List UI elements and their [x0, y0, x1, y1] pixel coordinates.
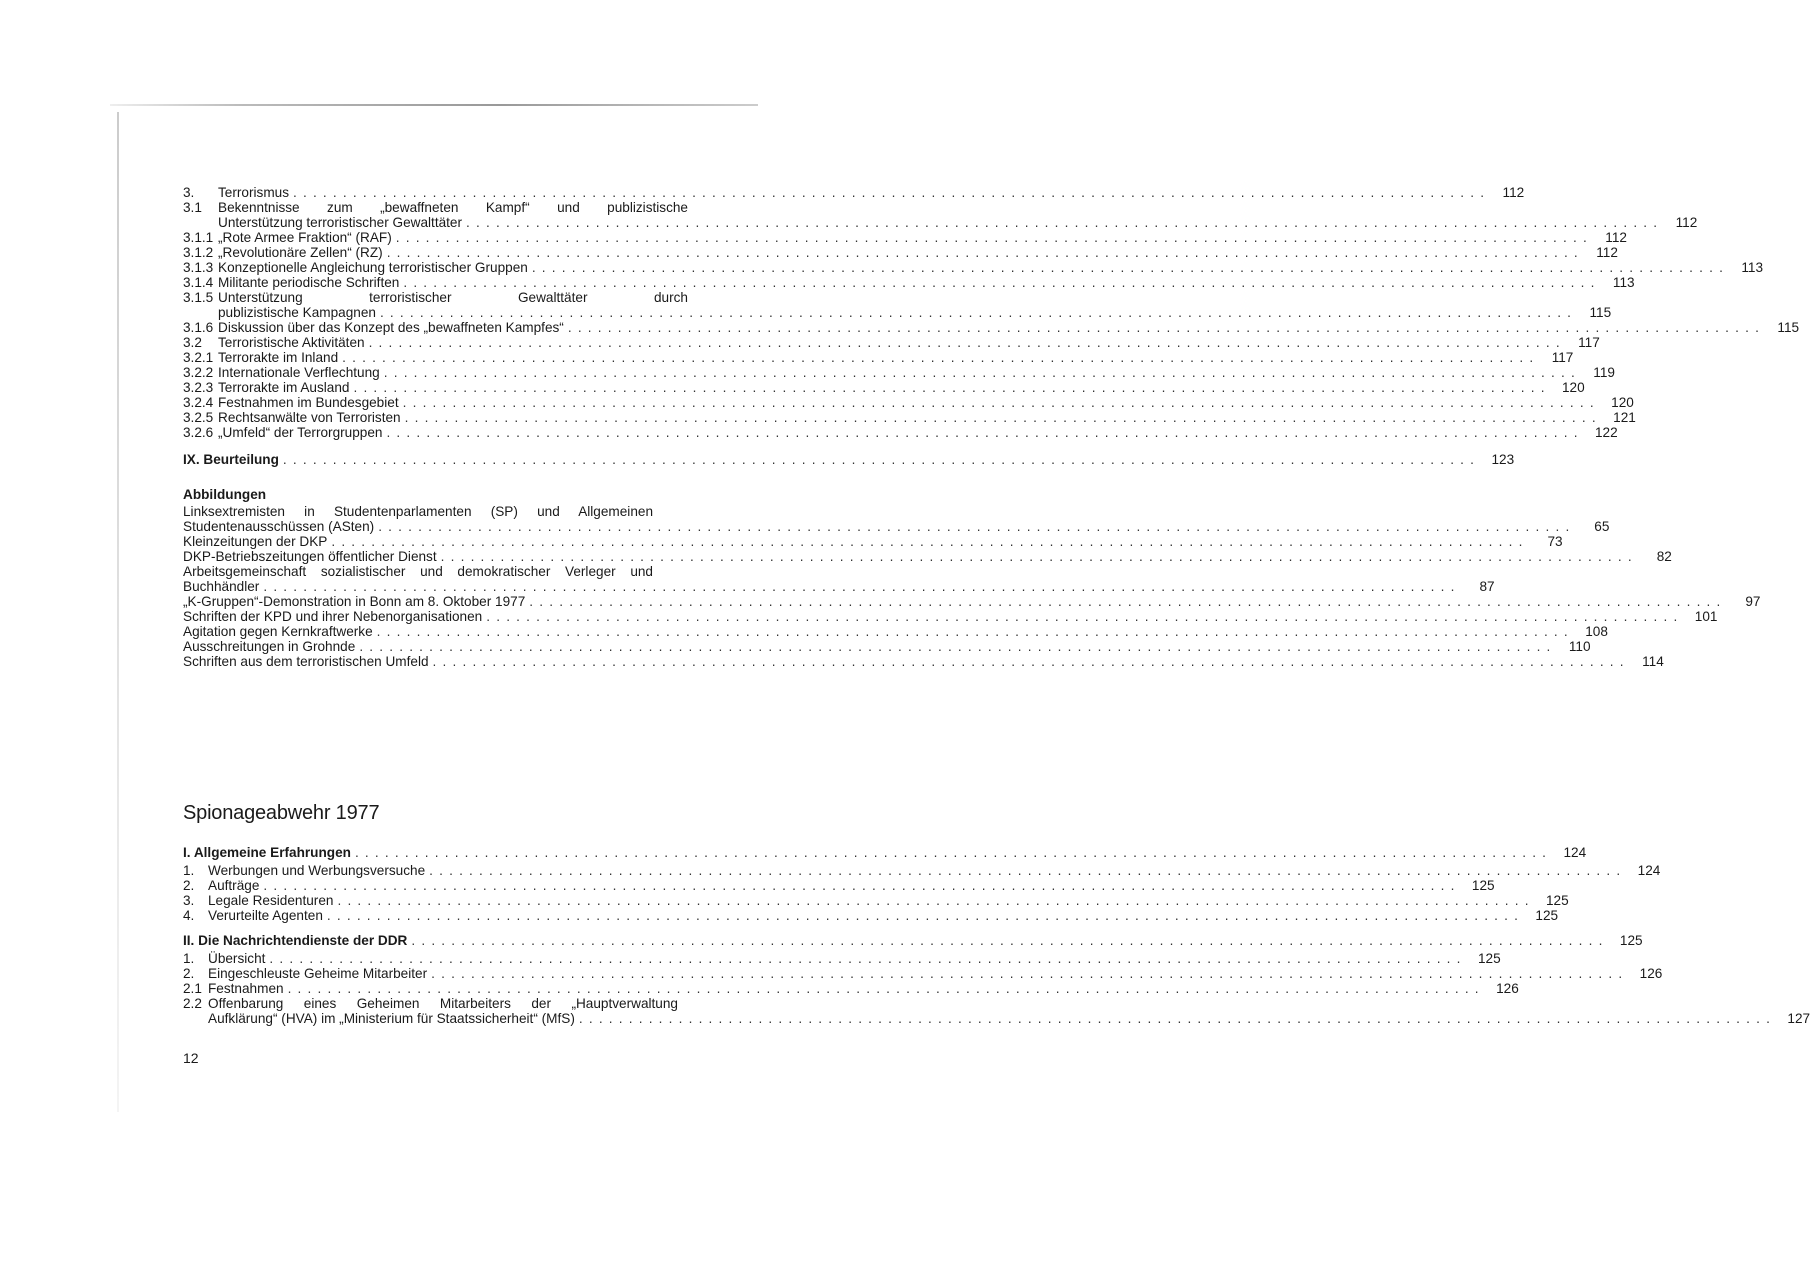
- entry-number: 3.1.4: [183, 275, 214, 290]
- entry-number: 3.2: [183, 335, 202, 350]
- entry-title: Terroristische Aktivitäten: [218, 335, 365, 350]
- toc-entry-line: [183, 185, 1525, 200]
- toc-entry-line: [183, 380, 1585, 395]
- dot-leader: ........................................................................................................................: [354, 845, 1553, 860]
- dot-leader: ........................................................................................................................: [269, 951, 1467, 966]
- toc-entry-line: [183, 878, 1495, 893]
- entry-title: Arbeitsgemeinschaft sozialistischer und demokratischer Verleger und: [183, 564, 653, 579]
- entry-page: 121: [1613, 410, 1636, 425]
- scan-edge-left: [117, 112, 119, 1112]
- dot-leader: ........................................................................................................................: [337, 893, 1535, 908]
- dot-leader: ........................................................................................................................: [486, 609, 1684, 624]
- dot-leader: ........................................................................................................................: [368, 335, 1566, 350]
- dot-leader: ........................................................................................................................: [386, 425, 1584, 440]
- entry-title: Festnahmen im Bundesgebiet: [218, 395, 399, 410]
- entry-page: 124: [1637, 863, 1661, 878]
- dot-leader: ........................................................................................................................: [404, 410, 1602, 425]
- entry-title: Diskussion über das Konzept des „bewaffneten Kampfes“: [218, 320, 564, 335]
- toc-terrorismus: [183, 185, 1800, 440]
- toc-entry-line: [183, 504, 693, 519]
- toc-entry-line: [183, 624, 1608, 639]
- entry-page: 119: [1593, 365, 1615, 380]
- entry-title: Linksextremisten in Studentenparlamenten (SP) und Allgemeinen: [183, 504, 653, 519]
- entry-number: 3.2.3: [183, 380, 214, 395]
- dot-leader: ........................................................................................................................: [529, 594, 1727, 609]
- entry-number: 3.1.1: [183, 230, 214, 245]
- entry-page: 125: [1619, 933, 1643, 948]
- entry-title: Festnahmen: [208, 981, 284, 996]
- entry-number: 3.1.5: [183, 290, 214, 305]
- dot-leader: ........................................................................................................................: [359, 639, 1557, 654]
- entry-page: 112: [1596, 245, 1618, 260]
- entry-page: 113: [1741, 260, 1764, 275]
- entry-page: 73: [1547, 534, 1563, 549]
- toc-entry-line: [183, 639, 1591, 654]
- dot-leader: ........................................................................................................................: [376, 624, 1574, 639]
- entry-page: 110: [1568, 639, 1591, 654]
- toc-entry-line: [183, 908, 1559, 923]
- dot-leader: ........................................................................................................................: [403, 275, 1601, 290]
- entry-number: 3.1: [183, 200, 202, 215]
- dot-leader: ........................................................................................................................: [379, 305, 1578, 320]
- toc-entry-line: [183, 564, 693, 579]
- dot-leader: ........................................................................................................................: [395, 230, 1593, 245]
- dot-leader: ........................................................................................................................: [378, 519, 1576, 534]
- dot-leader: ........................................................................................................................: [402, 395, 1600, 410]
- toc-entry-line: [183, 230, 1627, 245]
- dot-leader: ........................................................................................................................: [429, 863, 1627, 878]
- entry-page: 82: [1656, 549, 1672, 564]
- entry-page: 101: [1694, 609, 1718, 624]
- entry-page: 65: [1594, 519, 1610, 534]
- entry-number: 3.2.2: [183, 365, 214, 380]
- toc-entry-line: [183, 305, 1612, 320]
- entry-page: 125: [1546, 893, 1569, 908]
- entry-number: 2.: [183, 878, 195, 893]
- dot-leader: ........................................................................................................................: [263, 579, 1461, 594]
- toc-entry-line: [183, 609, 1718, 624]
- dot-leader: ........................................................................................................................: [386, 245, 1584, 260]
- figures-list: [183, 487, 1761, 669]
- entry-page: 112: [1605, 230, 1627, 245]
- entry-title: Terrorismus: [218, 185, 289, 200]
- entry-page: 112: [1675, 215, 1698, 230]
- entry-number: 3.2.6: [183, 425, 214, 440]
- entry-number: 3.2.1: [183, 350, 214, 365]
- entry-title: Agitation gegen Kernkraftwerke: [183, 624, 373, 639]
- dot-leader: ........................................................................................................................: [440, 549, 1638, 564]
- entry-title: Kleinzeitungen der DKP: [183, 534, 328, 549]
- toc-entry-line: [183, 290, 693, 305]
- dot-leader: ........................................................................................................................: [342, 350, 1540, 365]
- entry-number: 1.: [183, 951, 195, 966]
- entry-page: 124: [1563, 845, 1587, 860]
- dot-leader: ........................................................................................................................: [353, 380, 1551, 395]
- entry-title: Eingeschleuste Geheime Mitarbeiter: [208, 966, 428, 981]
- dot-leader: ........................................................................................................................: [567, 320, 1766, 335]
- entry-title: Studentenausschüssen (ASten): [183, 519, 375, 534]
- section-title: I. Allgemeine Erfahrungen: [183, 845, 351, 860]
- entry-title: Militante periodische Schriften: [218, 275, 400, 290]
- toc-entry-line: [183, 395, 1634, 410]
- entry-title: Buchhändler: [183, 579, 260, 594]
- entry-title: Unterstützung terroristischer Gewalttäter: [218, 215, 463, 230]
- section-title: Spionageabwehr 1977: [183, 802, 380, 824]
- entry-title: „Rote Armee Fraktion“ (RAF): [218, 230, 392, 245]
- toc-entry-line: [183, 1011, 1810, 1026]
- toc-entry-line: [183, 335, 1600, 350]
- entry-number: [183, 305, 218, 320]
- dot-leader: ........................................................................................................................: [282, 452, 1481, 467]
- entry-page: 115: [1589, 305, 1612, 320]
- toc-entry-line: [183, 260, 1764, 275]
- entry-number: 3.: [183, 893, 195, 908]
- entry-number: 2.1: [183, 981, 202, 996]
- entry-page: 126: [1496, 981, 1519, 996]
- entry-number: 2.: [183, 966, 195, 981]
- entry-title: Übersicht: [208, 951, 266, 966]
- toc-entry-line: [183, 863, 1661, 878]
- entry-title: Konzeptionelle Angleichung terroristischer Gruppen: [218, 260, 528, 275]
- entry-title: Aufträge: [208, 878, 260, 893]
- entry-title: publizistische Kampagnen: [218, 305, 376, 320]
- dot-leader: ........................................................................................................................: [411, 933, 1609, 948]
- entry-number: 3.1.6: [183, 320, 214, 335]
- toc-entry-line: [183, 215, 1698, 230]
- entry-title: „K-Gruppen“-Demonstration in Bonn am 8. Oktober 1977: [183, 594, 526, 609]
- dot-leader: ........................................................................................................................: [263, 878, 1461, 893]
- dot-leader: ........................................................................................................................: [331, 534, 1529, 549]
- section-entry: [183, 933, 1643, 951]
- entry-title: „Revolutionäre Zellen“ (RZ): [218, 245, 383, 260]
- entry-title: Aufklärung“ (HVA) im „Ministerium für Staatssicherheit“ (MfS): [208, 1011, 575, 1026]
- entry-page: 117: [1551, 350, 1574, 365]
- dot-leader: ........................................................................................................................: [383, 365, 1581, 380]
- dot-leader: ........................................................................................................................: [293, 185, 1491, 200]
- toc-entry-line: [183, 951, 1501, 966]
- entry-page: 117: [1578, 335, 1600, 350]
- entry-title: Ausschreitungen in Grohnde: [183, 639, 356, 654]
- entry-page: 115: [1777, 320, 1800, 335]
- toc-entry-line: [183, 200, 693, 215]
- toc-entry-line: [183, 996, 693, 1011]
- scan-edge-top: [110, 104, 758, 106]
- entry-number: 2.2: [183, 996, 202, 1011]
- entry-title: Unterstützung terroristischer Gewalttäter durch: [218, 290, 688, 305]
- entry-title: „Umfeld“ der Terrorgruppen: [218, 425, 383, 440]
- toc-entry-line: [183, 275, 1635, 290]
- entry-title: Bekenntnisse zum „bewaffneten Kampf“ und publizistische: [218, 200, 688, 215]
- dot-leader: ........................................................................................................................: [431, 966, 1629, 981]
- entry-number: [183, 215, 218, 230]
- entry-number: 3.2.5: [183, 410, 214, 425]
- entry-number: 4.: [183, 908, 195, 923]
- entry-page: 120: [1611, 395, 1634, 410]
- entry-page: 114: [1642, 654, 1664, 669]
- entry-page: 108: [1585, 624, 1608, 639]
- entry-page: 122: [1594, 425, 1618, 440]
- toc-entry-line: [183, 425, 1618, 440]
- entry-page: 87: [1479, 579, 1495, 594]
- toc-entry-line: [183, 981, 1519, 996]
- entry-page: 97: [1745, 594, 1761, 609]
- figures-heading: Abbildungen: [183, 487, 267, 502]
- toc-entry-line: [183, 410, 1636, 425]
- toc-entry-line: [183, 365, 1615, 380]
- dot-leader: ........................................................................................................................: [326, 908, 1525, 923]
- toc-entry-line: [183, 320, 1800, 335]
- entry-title: Terrorakte im Ausland: [218, 380, 350, 395]
- chapter-ix-entry: [183, 452, 1515, 467]
- entry-page: 120: [1562, 380, 1585, 395]
- entry-title: Verurteilte Agenten: [208, 908, 323, 923]
- toc-entry-line: [183, 966, 1663, 981]
- entry-number: 3.2.4: [183, 395, 214, 410]
- toc-spionageabwehr: [183, 845, 1810, 1026]
- entry-title: Internationale Verflechtung: [218, 365, 380, 380]
- entry-title: Rechtsanwälte von Terroristen: [218, 410, 401, 425]
- toc-entry-line: [183, 594, 1761, 609]
- toc-chapter-ix: [183, 452, 1515, 467]
- dot-leader: ........................................................................................................................: [531, 260, 1730, 275]
- toc-entry-line: [183, 549, 1672, 564]
- entry-title: Schriften der KPD und ihrer Nebenorganisationen: [183, 609, 483, 624]
- section-title: II. Die Nachrichtendienste der DDR: [183, 933, 408, 948]
- chapter-title: IX. Beurteilung: [183, 452, 279, 467]
- page-number: 12: [183, 1050, 199, 1066]
- entry-page: 125: [1471, 878, 1495, 893]
- toc-entry-line: [183, 579, 1495, 594]
- entry-page: 112: [1502, 185, 1525, 200]
- toc-entry-line: [183, 893, 1569, 908]
- entry-title: Werbungen und Werbungsversuche: [208, 863, 426, 878]
- toc-entry-line: [183, 350, 1574, 365]
- entry-page: 113: [1612, 275, 1635, 290]
- section-entry: [183, 845, 1587, 863]
- toc-entry-line: [183, 245, 1618, 260]
- entry-page: 126: [1639, 966, 1663, 981]
- entry-title: DKP-Betriebszeitungen öffentlicher Dienst: [183, 549, 437, 564]
- entry-title: Legale Residenturen: [208, 893, 334, 908]
- spacer: [183, 923, 693, 933]
- entry-title: Terrorakte im Inland: [218, 350, 339, 365]
- entry-page: 123: [1491, 452, 1515, 467]
- entry-title: Offenbarung eines Geheimen Mitarbeiters der „Hauptverwaltung: [208, 996, 678, 1011]
- entry-page: 125: [1477, 951, 1501, 966]
- dot-leader: ........................................................................................................................: [432, 654, 1630, 669]
- entry-title: Schriften aus dem terroristischen Umfeld: [183, 654, 429, 669]
- toc-entry-line: [183, 519, 1610, 534]
- dot-leader: ........................................................................................................................: [466, 215, 1664, 230]
- entry-number: 3.1.2: [183, 245, 214, 260]
- dot-leader: ........................................................................................................................: [287, 981, 1485, 996]
- dot-leader: ........................................................................................................................: [578, 1011, 1777, 1026]
- toc-entry-line: [183, 534, 1563, 549]
- entry-page: 127: [1787, 1011, 1810, 1026]
- entry-number: [183, 1011, 208, 1026]
- entry-number: 3.1.3: [183, 260, 214, 275]
- entry-number: 1.: [183, 863, 195, 878]
- toc-entry-line: [183, 654, 1664, 669]
- entry-page: 125: [1535, 908, 1559, 923]
- entry-number: 3.: [183, 185, 195, 200]
